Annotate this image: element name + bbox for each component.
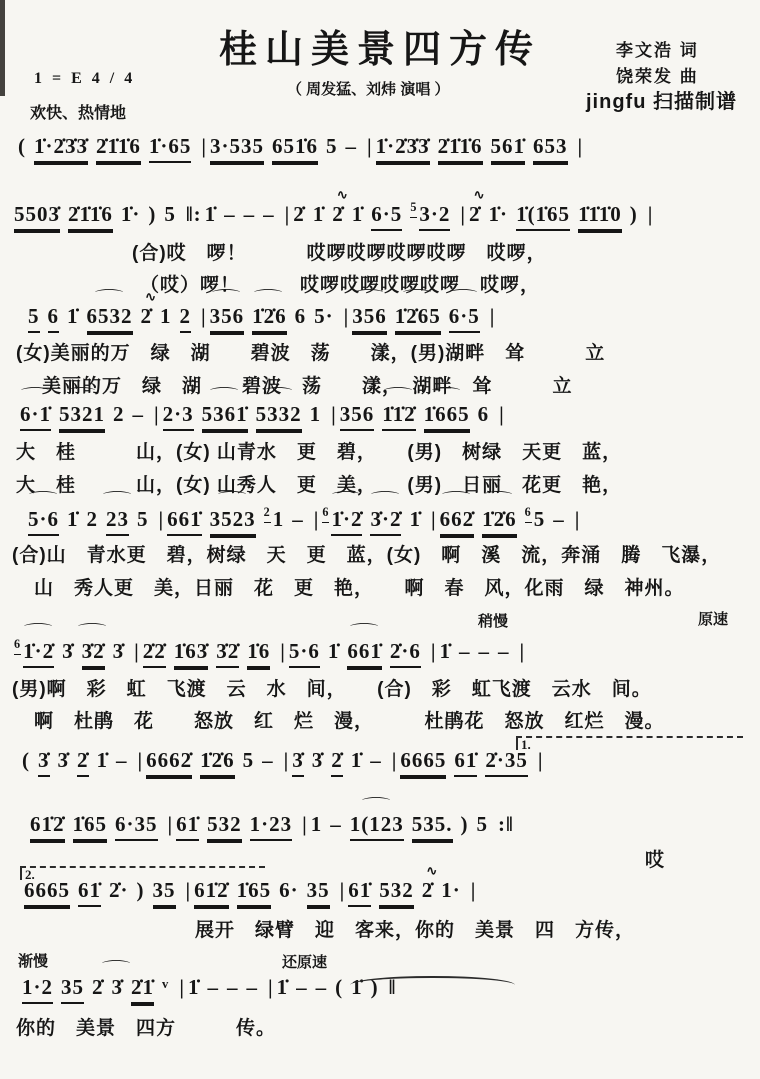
tempo-mood: 欢快、热情地	[30, 105, 127, 122]
tempo-mark-a-tempo: 原速	[698, 611, 729, 628]
lyric-line: 美丽的万 绿 湖 碧波 荡 漾， 湖畔 耸 立	[42, 376, 573, 397]
lyric-line: (女)美丽的万 绿 湖 碧波 荡 漾，(男)湖畔 耸 立	[16, 343, 606, 364]
tempo-mark-rit: 渐慢	[18, 953, 49, 970]
music-line-2: 5503̇ 2̇1̇1̇6 1̇· ) 5 ‖: 1̇ – – – | 2̇ 1̇ ∿ 2̇ 1̇ 6·5 53·2 | ∿ 2̇ 1̇· 1̇(1̇65 1̇1̇1̇0 ) |	[14, 200, 656, 230]
music-line-4: ⌒ 6·1̇ ⌒ 5321 2 – | 2·3 ⌒ 5361̇ ⌒ 5332 1 | 356 ⌒ 1̇1̇2̇ ⌒ 1̇665 6 |	[20, 402, 508, 432]
song-title: 桂山美景四方传	[218, 29, 541, 71]
music-line-7: ( 3̇ 3̇ 2̇ 1̇ – | 6662̇ 1̇2̇6 5 – | 3̇ 3̇ 2̇ 1̇ – | 6665 61̇ 2̇·35 |	[22, 748, 547, 778]
music-line-8: 61̇2̇ 1̇65 6·35 | 61̇ 532 1·23 | 1 – ⌒ 1(123 535. ) 5 :‖	[30, 812, 517, 842]
lyric-line: 啊 杜鹃 花 怒放 红 烂 漫， 杜鹃花 怒放 红烂 漫。	[34, 711, 665, 732]
lyric-line: 展开 绿臂 迎 客来，你的 美景 四 方传，	[195, 920, 636, 941]
music-line-3: 5 6 1̇ ⌒ 6532 ∿ 2̇ 1 2 | ⌒ 356 ⌒ 1̇2̇6 6 5· | ⌒ 356 ⌒ 1̇2̇65 ⌒ 6·5 |	[28, 304, 498, 334]
volta-bracket-2: 2.	[20, 866, 265, 880]
tempo-mark-tempo-primo: 还原速	[282, 954, 328, 971]
notation-credit: jingfu 扫描制谱	[586, 91, 737, 113]
music-line-9: 6665 61̇ 2̇· ) 35 | 61̇2̇ 1̇65 6· 35 | 61̇ 532 ∿ 2̇ 1· |	[24, 878, 479, 908]
music-line-1: ( 1̇·2̇3̇3̇ 2̇1̇1̇6 1̇·65 | 3·535 651̇6 5 – | 1̇·2̇3̇3̇ 2̇1̇1̇6 561̇ 653 |	[18, 134, 586, 164]
lyric-line: 山 秀人更 美，日丽 花 更 艳， 啊 春 风，化雨 绿 神州。	[34, 578, 685, 599]
lyric-line: (男)啊 彩 虹 飞渡 云 水 间， (合) 彩 虹飞渡 云水 间。	[12, 679, 652, 700]
lyric-line: 大 桂 山，(女) 山秀人 更 美， (男) 日丽 花更 艳，	[16, 475, 623, 496]
lyric-line: 大 桂 山，(女) 山青水 更 碧， (男) 树绿 天更 蓝，	[16, 442, 623, 463]
volta-bracket-1: 1.	[516, 736, 743, 750]
lyric-line: （哎）啰！ 哎啰哎啰哎啰哎啰 哎啰，	[140, 275, 541, 296]
tempo-mark-slower: 稍慢	[478, 613, 509, 630]
pickup-syllable: 哎	[645, 850, 665, 871]
lyric-line: (合)哎 啰！ 哎啰哎啰哎啰哎啰 哎啰，	[132, 243, 547, 264]
performers: （ 周发猛、刘炜 演唱 ）	[287, 81, 450, 98]
music-line-5: ⌒ 5·6 1̇ 2 ⌒ 23 5 | 661̇ ⌒ 3523 21 – | 6⌒ 1̇·2̇ ⌒ 3̇·2̇ 1̇ | ⌒ 662̇ ⌒ 1̇2̇6 65 – |	[28, 505, 583, 535]
lyricist-credit: 李文浩 词	[616, 41, 699, 60]
composer-credit: 饶荣发 曲	[616, 67, 699, 86]
lyric-line: (合)山 青水更 碧，树绿 天 更 蓝，(女) 啊 溪 流，奔涌 腾 飞瀑，	[12, 545, 722, 566]
music-line-10: 1·2 35 2̇ ⌒ 3̇ 2̇1̇ ᵛ | 1̇ – – – | 1̇ – – ( 1̇ ) ‖	[22, 975, 399, 1005]
lyric-line: 你的 美景 四方 传。	[16, 1018, 277, 1039]
key-signature: 1 = E 4 / 4	[34, 70, 136, 87]
music-line-6: 6⌒ 1̇·2̇ 3̇ ⌒ 3̇2̇ 3̇ | 2̇2̇ 1̇63̇ 3̇2̇ 1̇6 | 5·6 1̇ ⌒ 661̇ 2̇·6 | 1̇ – – – |	[14, 637, 528, 667]
